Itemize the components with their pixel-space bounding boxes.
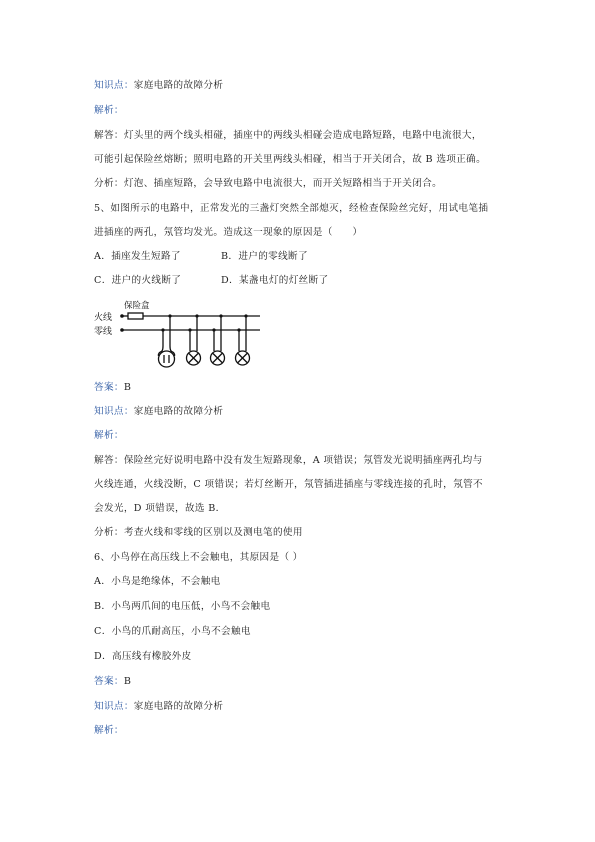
option-d: D．某盏电灯的灯丝断了	[221, 275, 329, 286]
lamp-symbol	[211, 348, 225, 365]
option-b: B．小鸟两爪间的电压低，小鸟不会触电	[94, 601, 271, 612]
knowledge-point-line	[94, 700, 223, 713]
option-c: C．进户的火线断了	[94, 275, 182, 286]
answer-line	[94, 675, 131, 688]
analysis-text: 分析：考查火线和零线的区别以及测电笔的使用	[94, 527, 303, 538]
knowledge-point-label: 知识点：	[94, 701, 134, 712]
socket-symbol	[159, 351, 175, 367]
option-a: A．插座发生短路了	[94, 251, 181, 262]
option-d: D．高压线有橡胶外皮	[94, 651, 192, 662]
option-row	[94, 250, 494, 263]
knowledge-point-value: 家庭电路的故障分析	[133, 80, 224, 91]
knowledge-point-value: 家庭电路的故障分析	[133, 701, 224, 712]
knowledge-point-label: 知识点：	[94, 406, 134, 417]
solution-line: 可能引起保险丝熔断；照明电路的开关里两线头相碰，相当于开关闭合，故 B 选项正确。	[94, 154, 487, 165]
solution-line: 解答：灯头里的两个线头相碰，插座中的两线头相碰会造成电路短路，电路中电流很大，	[94, 130, 482, 141]
solution-line: 解答：保险丝完好说明电路中没有发生短路现象，A 项错误；氖管发光说明插座两孔均与	[94, 455, 483, 466]
knowledge-point-line	[94, 79, 223, 92]
fuse-box-label: 保险盒	[124, 301, 150, 311]
option-b: B．进户的零线断了	[221, 251, 308, 262]
knowledge-point-label: 知识点：	[94, 80, 134, 91]
answer-label: 答案：	[94, 676, 124, 687]
question-stem: 进插座的两孔，氖管均发光。造成这一现象的原因是（ ）	[94, 227, 363, 238]
solution-line: 火线连通，火线没断，C 项错误；若灯丝断开，氖管插进插座与零线连接的孔时，氖管不	[94, 479, 483, 490]
answer-line	[94, 381, 131, 394]
lamp-symbol	[236, 348, 250, 365]
question-stem: 6、小鸟停在高压线上不会触电，其原因是（ ）	[94, 552, 303, 563]
analysis-label: 解析：	[94, 105, 124, 116]
option-row	[94, 274, 494, 287]
solution-line: 会发光，D 项错误，故选 B．	[94, 503, 226, 514]
analysis-text: 分析：灯泡、插座短路，会导致电路中电流很大，而开关短路相当于开关闭合。	[94, 178, 443, 189]
option-a: A．小鸟是绝缘体，不会触电	[94, 576, 221, 587]
answer-value: B	[123, 382, 132, 393]
option-c: C．小鸟的爪耐高压，小鸟不会触电	[94, 626, 251, 637]
answer-value: B	[123, 676, 132, 687]
knowledge-point-value: 家庭电路的故障分析	[133, 406, 224, 417]
live-wire-label: 火线	[94, 313, 113, 323]
analysis-label: 解析：	[94, 725, 124, 736]
fuse-box	[128, 313, 143, 319]
answer-label: 答案：	[94, 382, 124, 393]
analysis-label: 解析：	[94, 430, 124, 441]
lamp-symbol	[187, 348, 201, 365]
question-stem: 5、如图所示的电路中，正常发光的三盏灯突然全部熄灭，经检查保险丝完好，用试电笔插	[94, 203, 489, 214]
knowledge-point-line	[94, 405, 223, 418]
circuit-diagram	[94, 296, 266, 376]
neutral-wire-label: 零线	[94, 327, 113, 337]
